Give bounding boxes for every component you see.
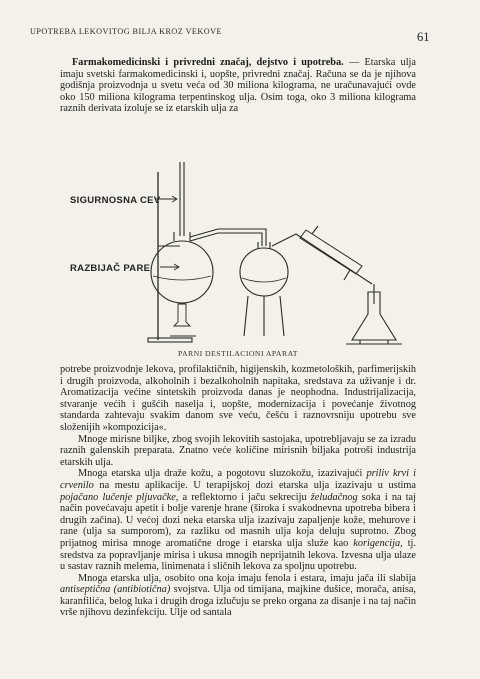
bottom-text-block <box>60 364 416 619</box>
paragraph-galenic-preparations: Mnoge mirisne biljke, zbog svojih lekovitih sastojaka, upotrebljavaju se za izradu raznih galenskih preparata. Znatno veće količine mirisnih biljaka potroši industrija etarskih ulja. <box>60 433 416 468</box>
section-heading-inline: Farmakomedicinski i privredni značaj, dejstvo i upotreba. <box>72 57 344 68</box>
label-safety-tube: SIGURNOSNA CEV <box>70 195 161 206</box>
running-head: UPOTREBA LEKOVITOG BILJA KROZ VEKOVE <box>30 27 222 36</box>
boiler-flask <box>151 241 213 303</box>
condenser-inner-tube <box>272 234 372 284</box>
steam-distillation-apparatus-illustration <box>60 154 420 364</box>
page-number: 61 <box>417 30 430 44</box>
paragraph-antiseptic: Mnoga etarska ulja, osobito ona koja imaju fenola i estara, imaju jača ili slabija antiseptična (antibiotična) svojstva. Ulja od timijana, majkine dušice, morača, anisa, karanfilića, belog luka i drugih droga izlučuju se preko organa za disanje i na taj način vrše njihovu dezinfekciju. Ulje od santala <box>60 572 416 619</box>
distilling-flask <box>240 248 288 296</box>
burner <box>174 304 190 326</box>
paragraph-skin-effects: Mnoga etarska ulja draže kožu, a pogotovu sluzokožu, izazivajući priliv krvi i crvenilo na mestu aplikacije. U terapijskoj dozi etarska ulja izazivaju u ustima pojačano lučenje pljuvačke, a reflektorno i jaču sekreciju želudačnog soka i na taj način povećavaju apetit i bolje varenje hrane (široka i svakodnevna upotreba bibera i drugih začina). U većoj dozi neka etarska ulja izazivaju zapaljenje kože, mehurove i rane (ulja sa sumporom), za razliku od masnih ulja koja deluju suprotno. Zbog prijatnog mirisa mnoge aromatične droge i etarska ulja služe kao korigencija, tj. sredstva za popravljanje mirisa i ukusa mnogih neprijatnih lekova. Izvesna ulja ulaze u sastav raznih melema, linimenata i sličnih lekova za spoljnu upotrebu. <box>60 468 417 573</box>
condenser-jacket <box>300 230 362 274</box>
stand-base <box>148 338 192 342</box>
distillation-figure <box>60 154 420 364</box>
label-steam-generator: RAZBIJAČ PARE <box>70 263 151 274</box>
paragraph-text: — Etarska ulja imaju svetski farmakomedicinski i, uopšte, privredni značaj. Računa se da je njihova godišnja proizvodnja u svetu veća od 30 miliona kilograma, ne uračunavajući ovde oko 150 miliona kilograma terpentinskog ulja. Osim toga, oko 3 miliona kilograma raznih derivata izoluje se iz etarskih ulja za <box>60 57 416 115</box>
paragraph-production-uses: potrebe proizvodnje lekova, profilaktičnih, higijenskih, kozmetoloških, parfimerijskih i drugih proizvoda, alkoholnih i bezalkoholnih napitaka, sredstava za uživanje i dr. Aromatizacija većine sintetskih proizvoda danas je neophodna. Industrijalizacija, stvaranje većih i gušćih naselja i, uopšte, modernizacija i povećanje životnog standarda zahtevaju svakim danom sve veću, češću i raznovrsniju upotrebu sve složenijih »kompozicija«. <box>60 364 416 433</box>
figure-caption: PARNI DESTILACIONI APARAT <box>178 349 298 358</box>
top-text-block <box>60 57 416 115</box>
tripod <box>244 296 248 336</box>
paragraph-pharmaco-significance <box>60 57 416 115</box>
